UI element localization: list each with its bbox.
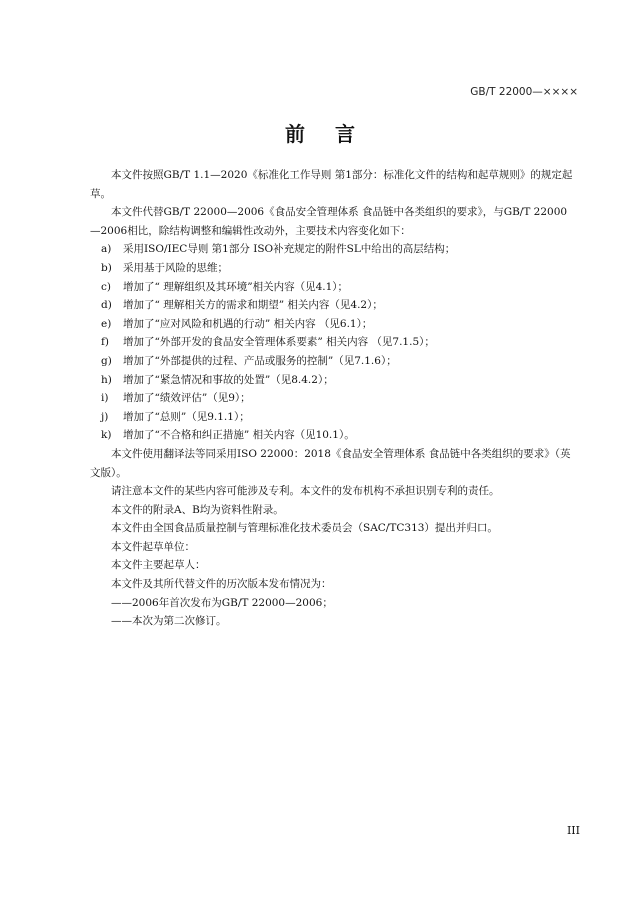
paragraph-drafting-rules: 本文件按照GB/T 1.1—2020《标准化工作导则 第1部分：标准化文件的结构和起草规则》的规定起草。 (90, 169, 573, 200)
list-text: 增加了“外部提供的过程、产品或服务的控制”（见7.1.6）； (123, 354, 397, 367)
list-marker: j) (101, 410, 109, 423)
list-item (90, 296, 576, 315)
list-marker: h) (101, 373, 112, 386)
list-item (90, 352, 576, 371)
list-text: 增加了“外部开发的食品安全管理体系要素” 相关内容 （见7.1.5）； (123, 336, 435, 349)
title-char-2: 言 (335, 122, 355, 146)
history-item-second: ——本次为第二次修订。 (111, 615, 227, 628)
paragraph-annexes: 本文件的附录A、B均为资料性附录。 (111, 503, 284, 516)
title-char-1: 前 (285, 122, 305, 146)
history-item-first: ——2006年首次发布为GB/T 22000—2006； (111, 596, 333, 609)
list-marker: e) (101, 317, 112, 330)
list-item (90, 426, 576, 445)
list-item (90, 259, 576, 278)
list-marker: b) (101, 261, 112, 274)
list-marker: f) (101, 336, 109, 349)
list-text: 采用基于风险的思维； (123, 261, 228, 274)
list-text: 采用ISO/IEC导则 第1部分 ISO补充规定的附件SL中给出的高层结构； (123, 243, 456, 256)
paragraph-history: 本文件及其所代替文件的历次版本发布情况为： (111, 578, 332, 591)
page-number: III (566, 824, 580, 837)
list-text: 增加了“总则”（见9.1.1）； (123, 410, 250, 423)
paragraph-committee: 本文件由全国食品质量控制与管理标准化技术委员会（SAC/TC313）提出并归口。 (111, 522, 498, 535)
list-item (90, 408, 576, 427)
list-item (90, 371, 576, 390)
list-marker: c) (101, 280, 111, 293)
list-marker: k) (101, 429, 112, 442)
standard-number: GB/T 22000—×××× (470, 86, 578, 98)
list-item (90, 240, 576, 259)
paragraph-drafting-units: 本文件起草单位： (111, 540, 195, 553)
list-marker: g) (101, 354, 112, 367)
paragraph-drafters: 本文件主要起草人： (111, 559, 206, 572)
page-title (0, 118, 640, 147)
list-marker: d) (101, 299, 112, 312)
paragraph-replacement: 本文件代替GB/T 22000—2006《食品安全管理体系 食品链中各类组织的要求》，与GB/T 22000—2006相比，除结构调整和编辑性改动外，主要技术内容变化如下： (90, 206, 568, 237)
list-text: 增加了“ 理解组织及其环境”相关内容（见4.1）； (123, 280, 349, 293)
list-text: 增加了“应对风险和机遇的行动” 相关内容 （见6.1）； (123, 317, 373, 330)
list-text: 增加了“ 理解相关方的需求和期望” 相关内容（见4.2）； (123, 299, 383, 312)
list-item (90, 333, 576, 352)
changes-list (90, 240, 576, 445)
list-item (90, 389, 576, 408)
paragraph-patent-notice: 请注意本文件的某些内容可能涉及专利。本文件的发布机构不承担识别专利的责任。 (111, 485, 500, 498)
list-marker: i) (101, 392, 109, 405)
paragraph-adoption: 本文件使用翻译法等同采用ISO 22000：2018《食品安全管理体系 食品链中各类组织的要求》（英文版）。 (90, 447, 571, 479)
list-text: 增加了“紧急情况和事故的处置”（见8.4.2）； (123, 373, 334, 386)
list-item (90, 315, 576, 334)
list-text: 增加了“绩效评估”（见9）； (123, 392, 251, 405)
list-item (90, 278, 576, 297)
document-body (90, 166, 576, 631)
list-text: 增加了“不合格和纠正措施” 相关内容（见10.1）。 (123, 429, 355, 442)
list-marker: a) (101, 243, 112, 256)
